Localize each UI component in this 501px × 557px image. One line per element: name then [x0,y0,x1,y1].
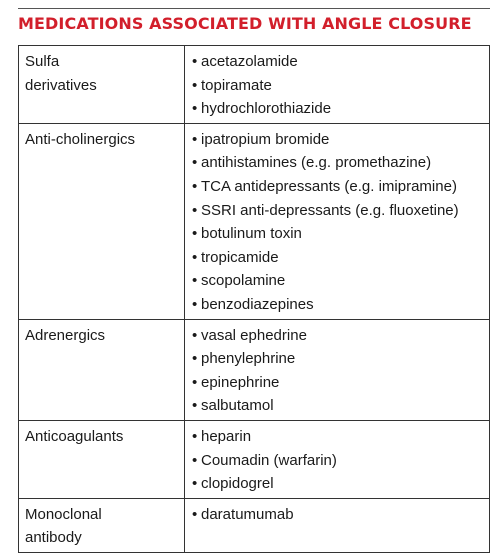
drug-name: SSRI anti-depressants (e.g. fluoxetine) [201,201,459,219]
bullet-icon: • [192,272,198,290]
drug-name: clopidogrel [201,475,274,493]
table-row [19,498,490,552]
drug-item [192,50,489,74]
bullet-icon: • [192,451,198,469]
bullet-icon: • [192,225,198,243]
drug-item [192,324,489,348]
category-label: Sulfa [25,53,60,70]
category-label: antibody [25,529,82,547]
category-cell [19,420,185,498]
bullet-icon: • [192,397,198,415]
table-row [19,420,490,498]
drug-name: tropicamide [201,248,279,266]
category-cell [19,319,185,420]
bullet-icon: • [192,154,198,172]
category-cell [19,46,185,124]
drug-item [192,97,489,121]
category-label: derivatives [25,76,97,94]
drug-list-cell [185,498,490,552]
bullet-icon: • [192,177,198,195]
table-title: MEDICATIONS ASSOCIATED WITH ANGLE CLOSURE [18,14,472,33]
bullet-icon: • [192,505,198,523]
drug-name: phenylephrine [201,350,296,368]
category-cell [19,498,185,552]
drug-item [192,151,489,175]
drug-item [192,199,489,223]
category-cell [19,123,185,319]
drug-name: epinephrine [201,373,280,391]
bullet-icon: • [192,373,198,391]
bullet-icon: • [192,427,198,445]
category-label: Adrenergics [25,326,106,344]
drug-list-cell [185,420,490,498]
bullet-icon: • [192,295,198,313]
drug-list-cell [185,46,490,124]
drug-list-cell [185,123,490,319]
top-divider [18,8,490,9]
table-row [19,319,490,420]
bullet-icon: • [192,350,198,368]
bullet-icon: • [192,475,198,493]
drug-item [192,269,489,293]
drug-item [192,128,489,152]
drug-name: Coumadin (warfarin) [201,451,337,469]
drug-item [192,449,489,473]
drug-name: daratumumab [201,505,294,523]
medications-table [18,45,490,553]
drug-name: hydrochlorothiazide [201,100,332,118]
category-label: Anticoagulants [25,427,124,445]
bullet-icon: • [192,326,198,344]
table-row [19,123,490,319]
bullet-icon: • [192,76,198,94]
bullet-icon: • [192,53,198,70]
drug-name: benzodiazepines [201,295,314,313]
drug-item [192,246,489,270]
drug-name: acetazolamide [201,53,298,70]
bullet-icon: • [192,130,198,148]
drug-name: topiramate [201,76,272,94]
medications-table-body [19,46,490,553]
drug-item [192,503,489,527]
drug-name: TCA antidepressants (e.g. imipramine) [201,177,457,195]
table-row [19,46,490,124]
drug-item [192,394,489,418]
category-label: Anti-cholinergics [25,130,136,148]
bullet-icon: • [192,100,198,118]
drug-name: antihistamines (e.g. promethazine) [201,154,432,172]
drug-item [192,371,489,395]
bullet-icon: • [192,248,198,266]
drug-item [192,293,489,317]
drug-item [192,175,489,199]
drug-name: salbutamol [201,397,274,415]
drug-item [192,425,489,449]
drug-name: heparin [201,427,252,445]
drug-name: ipatropium bromide [201,130,330,148]
drug-list-cell [185,319,490,420]
drug-item [192,347,489,371]
drug-name: botulinum toxin [201,225,302,243]
drug-name: scopolamine [201,272,286,290]
drug-name: vasal ephedrine [201,326,307,344]
drug-item [192,222,489,246]
bullet-icon: • [192,201,198,219]
category-label: Monoclonal [25,505,102,523]
drug-item [192,472,489,496]
drug-item [192,74,489,98]
